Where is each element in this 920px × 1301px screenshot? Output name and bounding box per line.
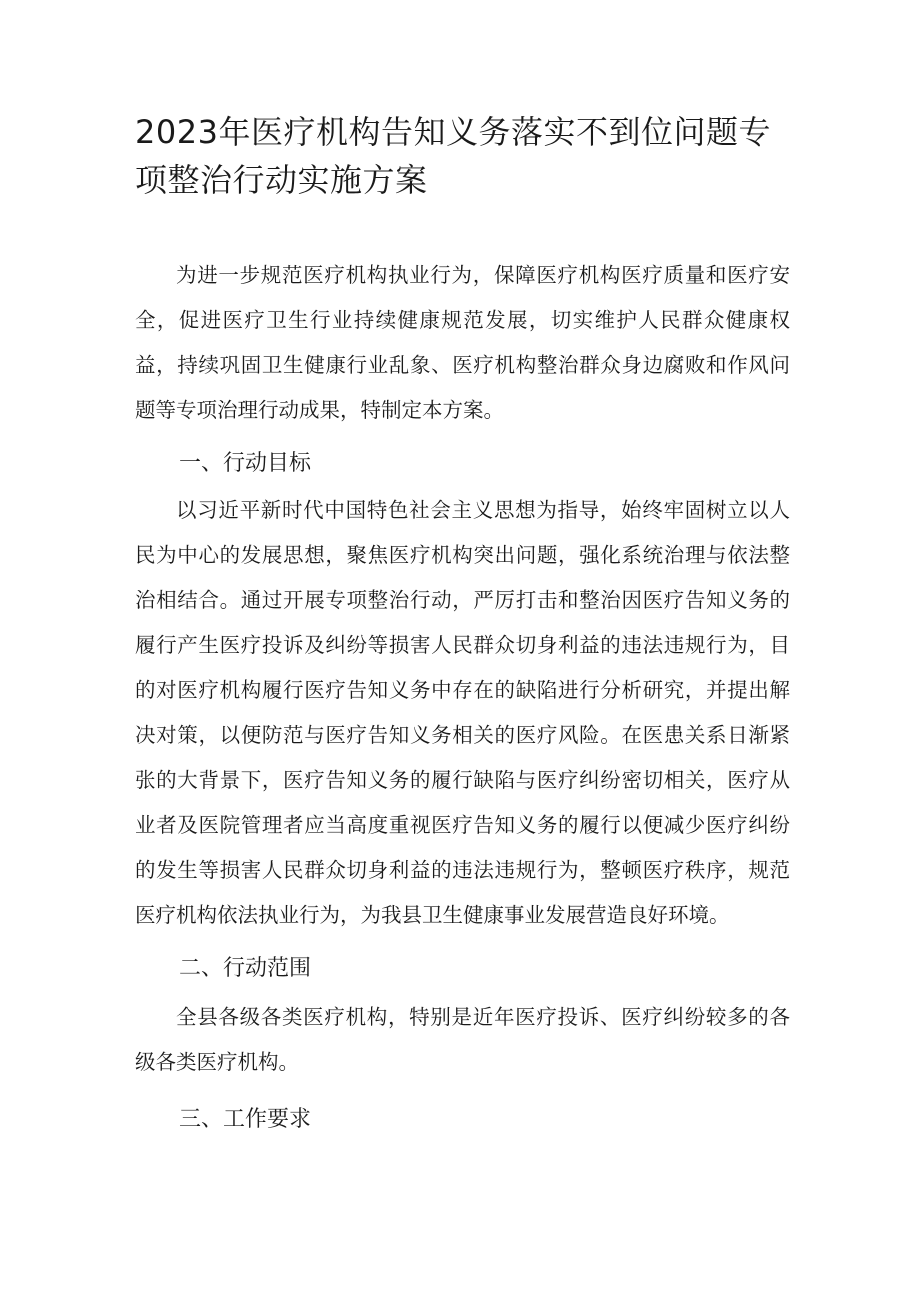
intro-paragraph: 为进一步规范医疗机构执业行为，保障医疗机构医疗质量和医疗安全，促进医疗卫生行业持续健康规范发展，切实维护人民群众健康权益，持续巩固卫生健康行业乱象、医疗机构整治群众身边腐败和作风问题等专项治理行动成果，特制定本方案。: [135, 263, 790, 422]
document-title: 2023年医疗机构告知义务落实不到位问题专项整治行动实施方案: [135, 113, 771, 199]
section-heading-goal: 一、行动目标: [179, 451, 312, 476]
document-body: [135, 253, 790, 1142]
section-body-scope: 全县各级各类医疗机构，特别是近年医疗投诉、医疗纠纷较多的各级各类医疗机构。: [135, 1005, 790, 1074]
section-heading-scope: 二、行动范围: [179, 956, 312, 981]
section-body-goal: 以习近平新时代中国特色社会主义思想为指导，始终牢固树立以人民为中心的发展思想，聚焦医疗机构突出问题，强化系统治理与依法整治相结合。通过开展专项整治行动，严厉打击和整治因医疗告知义务的履行产生医疗投诉及纠纷等损害人民群众切身利益的违法违规行为，目的对医疗机构履行医疗告知义务中存在的缺陷进行分析研究，并提出解决对策，以便防范与医疗告知义务相关的医疗风险。在医患关系日渐紧张的大背景下，医疗告知义务的履行缺陷与医疗纠纷密切相关，医疗从业者及医院管理者应当高度重视医疗告知义务的履行以便减少医疗纠纷的发生等损害人民群众切身利益的违法违规行为，整顿医疗秩序，规范医疗机构依法执业行为，为我县卫生健康事业发展营造良好环境。: [135, 498, 790, 927]
section-heading-requirements: 三、工作要求: [179, 1107, 312, 1132]
